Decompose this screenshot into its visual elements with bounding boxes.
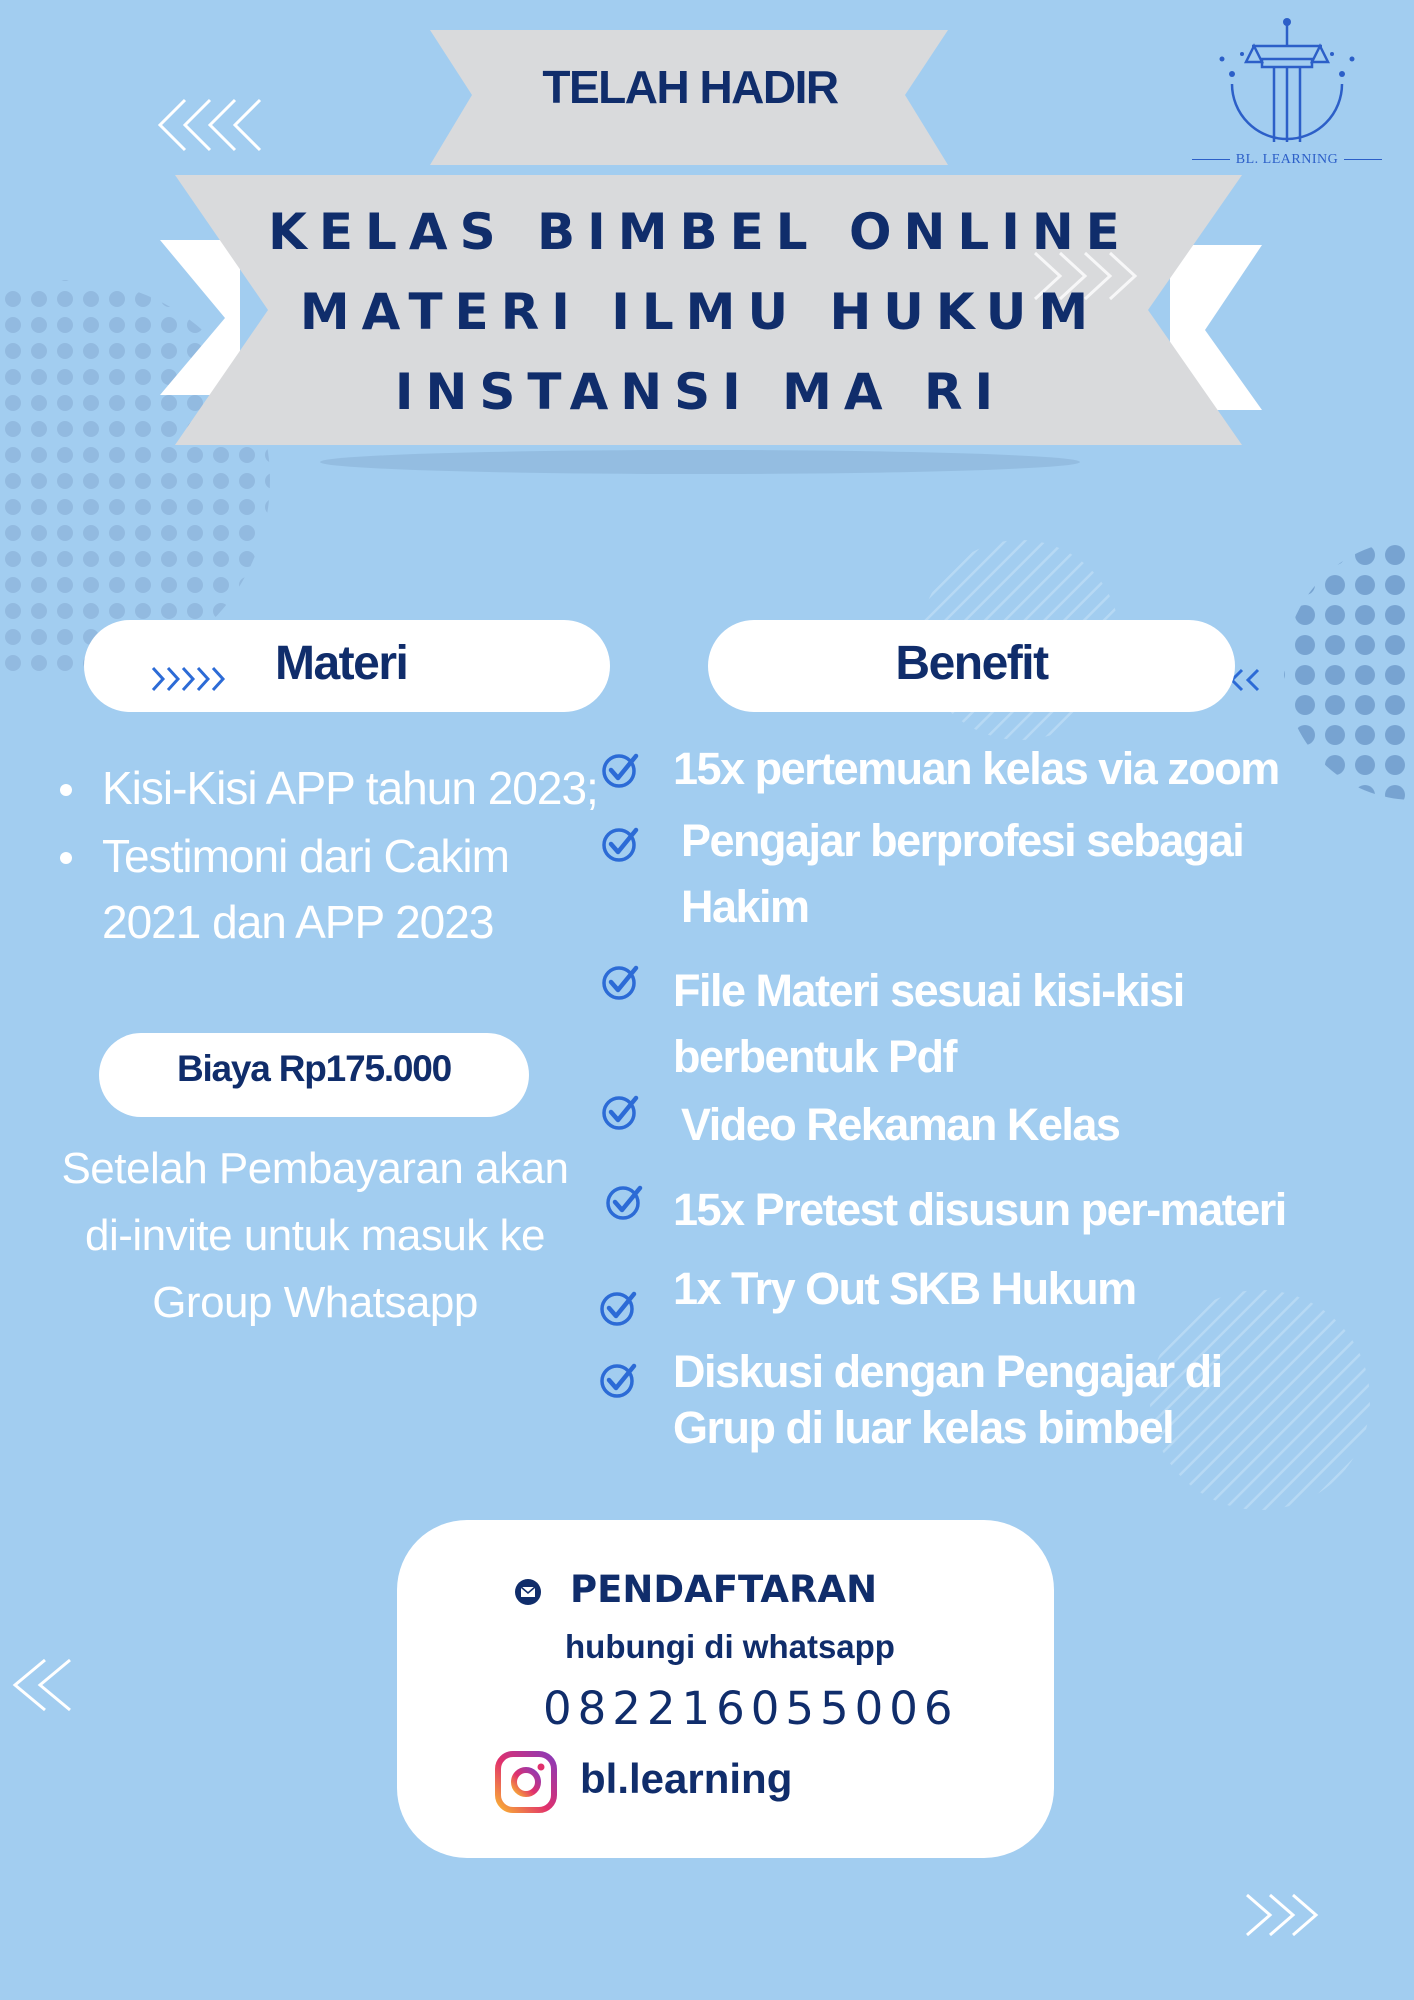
instagram-icon[interactable] <box>494 1750 558 1814</box>
benefit-heading: Benefit <box>895 637 1048 690</box>
banner-shadow <box>320 450 1080 474</box>
benefit-item: Video Rekaman Kelas <box>681 1099 1120 1150</box>
price-label: Biaya Rp175.000 <box>176 1048 452 1089</box>
chevron-arrows-icon <box>0 1655 80 1715</box>
benefit-item: 15x Pretest disusun per-materi <box>673 1184 1286 1235</box>
payment-note: Setelah Pembayaran akan di-invite untuk masuk ke Group Whatsapp <box>61 1144 569 1327</box>
list-item: Testimoni dari Cakim 2021 dan APP 2023 <box>50 823 610 955</box>
chevron-arrows-icon <box>1242 1890 1342 1940</box>
check-circle-icon <box>600 962 640 1002</box>
benefit-item: 15x pertemuan kelas via zoom <box>673 743 1279 794</box>
benefit-item: 1x Try Out SKB Hukum <box>673 1263 1136 1314</box>
check-circle-icon <box>600 824 640 864</box>
whatsapp-number[interactable]: 082216055006 <box>543 1682 959 1735</box>
title-line-1: KELAS BIMBEL ONLINE <box>268 203 1132 261</box>
registration-title: PENDAFTARAN <box>570 1568 878 1611</box>
registration-subtitle: hubungi di whatsapp <box>565 1628 895 1665</box>
title-line-3: INSTANSI MA RI <box>394 363 1006 421</box>
instagram-handle[interactable]: bl.learning <box>580 1755 793 1802</box>
benefit-item: Diskusi dengan Pengajar di Grup di luar kelas bimbel <box>673 1346 1222 1453</box>
list-item: Kisi-Kisi APP tahun 2023; <box>50 755 610 821</box>
scales-pillar-icon <box>1192 14 1382 154</box>
benefit-item: Pengajar berprofesi sebagai Hakim <box>681 815 1244 932</box>
check-circle-icon <box>600 1092 640 1132</box>
chevron-arrows-icon <box>155 95 275 155</box>
check-circle-icon <box>604 1182 644 1222</box>
chevron-arrows-icon <box>150 664 235 694</box>
check-circle-icon <box>598 1288 638 1328</box>
materi-list <box>50 755 610 955</box>
logo <box>1192 14 1382 154</box>
mail-icon <box>514 1578 542 1606</box>
check-circle-icon <box>600 750 640 790</box>
title-line-2: MATERI ILMU HUKUM <box>299 283 1101 341</box>
logo-text: BL. LEARNING <box>1182 152 1392 168</box>
benefit-item: File Materi sesuai kisi-kisi berbentuk Pdf <box>673 965 1184 1082</box>
materi-heading: Materi <box>275 637 408 690</box>
check-circle-icon <box>598 1360 638 1400</box>
badge-title: TELAH HADIR <box>542 61 838 113</box>
